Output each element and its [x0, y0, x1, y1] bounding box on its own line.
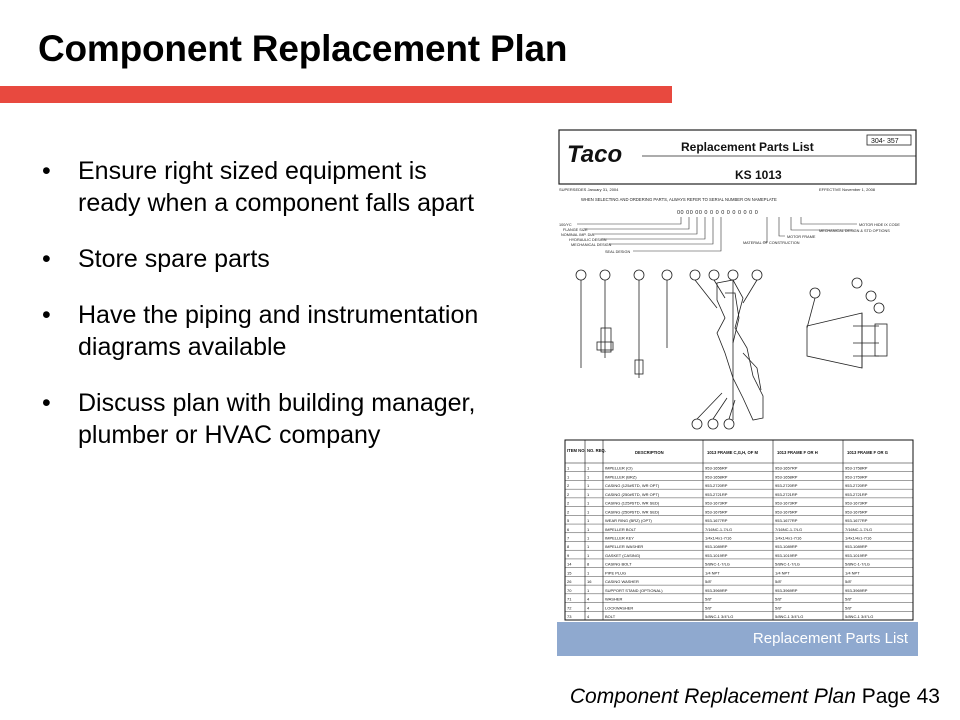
table-cell: 953-3969RP [775, 587, 798, 593]
table-cell: 953-1677RP [775, 518, 798, 524]
doc-code: 304- 357 [871, 138, 899, 145]
table-cell: 7/16NC-1-7/LG [775, 526, 803, 532]
parts-list-image [557, 128, 918, 656]
bullet-text: Store spare parts [78, 245, 270, 273]
table-header: 1013 FRAME F OR H [777, 450, 818, 455]
table-cell: 1 [587, 465, 590, 471]
title-accent-bar [0, 86, 672, 103]
table-cell: 1 [587, 483, 590, 489]
table-cell: 4 [587, 605, 590, 611]
table-cell: 953-1019RP [705, 552, 728, 558]
table-cell: 953-2721RP [705, 491, 728, 497]
table-cell: 953-1657RP [775, 465, 798, 471]
table-cell: 26 [567, 579, 572, 585]
table-cell: 5/8NC-1 3/4"LG [845, 614, 874, 619]
table-cell: 15 [567, 570, 572, 576]
table-header: DESCRIPTION [635, 450, 664, 455]
footer-page-number: Page 43 [861, 685, 940, 708]
table-cell: 4 [587, 596, 590, 602]
table-cell: 7/16NC-1-7/LG [845, 526, 873, 532]
table-cell: PIPE PLUG [605, 570, 627, 576]
table-cell: 6 [567, 526, 570, 532]
bullet-text: Discuss plan with building manager, plumber or HVAC company [78, 389, 476, 449]
table-cell: 8 [567, 544, 570, 550]
table-cell: 953-3969RP [845, 587, 868, 593]
parts-list-heading: Replacement Parts List [681, 140, 814, 154]
table-cell: 1 [587, 587, 590, 593]
table-header: ITEM NO. [567, 448, 586, 453]
table-cell: BOLT [605, 614, 616, 619]
table-cell: 5/8" [845, 579, 852, 585]
table-cell: 4 [587, 614, 590, 619]
serial-pattern: 00 00 00 0 0 0 0 0 0 0 0 0 0 [677, 210, 759, 216]
table-cell: CASING (125#STD, WR SED) [605, 500, 660, 506]
bullet-list [40, 155, 480, 475]
table-cell: 5/8" [705, 579, 712, 585]
table-header: NO. REQ. [587, 448, 606, 453]
table-cell: 73 [567, 614, 572, 619]
table-cell: 2 [567, 509, 570, 515]
model-number: KS 1013 [735, 168, 782, 182]
table-cell: 953-1676RP [705, 509, 728, 515]
table-cell: 953-1673RP [705, 500, 728, 506]
table-cell: WASHER [605, 596, 623, 602]
table-cell: 1 [587, 518, 590, 524]
table-cell: 9 [567, 552, 570, 558]
table-cell: 953-1019RP [845, 552, 868, 558]
table-cell: 1 [587, 544, 590, 550]
table-cell: IMPELLER (BRZ) [605, 474, 637, 480]
bullet-item [40, 299, 480, 363]
superseded-date: SUPERSEDES January 31, 2004 [559, 187, 619, 192]
table-cell: 1/4 NPT [845, 570, 860, 576]
table-cell: 5/8NC-1-7/LG [775, 561, 800, 567]
effective-date: EFFECTIVE November 1, 2008 [819, 187, 876, 192]
table-cell: 953-2720RP [705, 483, 728, 489]
callout-left: SEAL DESIGN [605, 250, 631, 254]
table-cell: 2 [567, 500, 570, 506]
callout-left: NOMINAL IMP. DIA. [561, 233, 595, 237]
table-cell: 953-1759RP [845, 474, 868, 480]
serial-callout-lines [577, 217, 857, 251]
table-cell: 1 [567, 474, 570, 480]
table-cell: 1 [587, 526, 590, 532]
table-cell: 5 [567, 518, 570, 524]
table-cell: 953-1676RP [845, 509, 868, 515]
table-cell: IMPELLER WASHER [605, 544, 644, 550]
table-cell: 953-1089RP [705, 544, 728, 550]
table-cell: 953-1758RP [845, 465, 868, 471]
table-cell: 953-1677RP [705, 518, 728, 524]
bullet-icon: • [42, 389, 51, 417]
callout-left: 100/YC [559, 223, 572, 227]
table-cell: 5/8" [845, 596, 852, 602]
table-cell: 953-1656RP [705, 465, 728, 471]
table-cell: 5/8" [845, 605, 852, 611]
table-cell: 1/4 NPT [705, 570, 720, 576]
table-cell: 72 [567, 605, 572, 611]
table-cell: 1/4x1/4x1-7/16 [775, 535, 802, 541]
table-cell: 953-1658RP [775, 474, 798, 480]
table-cell: 953-1676RP [775, 509, 798, 515]
table-cell: 5/8NC-1-7/LG [845, 561, 870, 567]
table-cell: 1 [587, 491, 590, 497]
table-cell: 5/8" [705, 605, 712, 611]
parts-table [565, 440, 913, 620]
table-cell: GASKET (CASING) [605, 552, 641, 558]
bullet-item [40, 243, 480, 275]
table-cell: IMPELLER (CI) [605, 465, 633, 471]
table-cell: 71 [567, 596, 572, 602]
table-cell: 953-2721RP [845, 491, 868, 497]
table-cell: IMPELLER KEY [605, 535, 634, 541]
table-cell: CASING BOLT [605, 561, 632, 567]
table-cell: 1 [587, 509, 590, 515]
table-cell: 953-1019RP [775, 552, 798, 558]
table-cell: 1/4x1/4x1-7/16 [705, 535, 732, 541]
table-cell: 14 [567, 561, 572, 567]
table-cell: WEAR RING (BRZ) (OPT) [605, 518, 652, 524]
table-header: 1013 FRAME C,G,H, OF M [707, 450, 758, 455]
table-cell: LOCKWASHER [605, 605, 634, 611]
table-cell: 1 [587, 552, 590, 558]
footer-document-name: Component Replacement Plan [569, 685, 856, 708]
table-cell: SUPPORT STAND (OPTIONAL) [605, 587, 663, 593]
table-cell: 70 [567, 587, 572, 593]
table-cell: 953-3969RP [705, 587, 728, 593]
table-cell: IMPELLER BOLT [605, 526, 637, 532]
callout-left: HYDRAULIC DESIGN [569, 238, 607, 242]
slide-title: Component Replacement Plan [38, 28, 568, 69]
table-cell: 7 [567, 535, 570, 541]
table-cell: 1 [587, 535, 590, 541]
callout-right: MATERIAL OF CONSTRUCTION [743, 241, 800, 245]
table-cell: 8 [587, 561, 590, 567]
figure-caption: Replacement Parts List [557, 622, 918, 656]
table-cell: 953-1089RP [845, 544, 868, 550]
ordering-instruction: WHEN SELECTING AND ORDERING PARTS, ALWAYS REFER TO SERIAL NUMBER ON NAMEPLATE [581, 197, 777, 202]
table-cell: 5/8" [705, 596, 712, 602]
table-cell: CASING (250#STD, WR OPT) [605, 491, 660, 497]
bullet-icon: • [42, 301, 51, 329]
table-cell: 953-2720RP [845, 483, 868, 489]
table-cell: 953-1673RP [845, 500, 868, 506]
table-cell: 7/16NC-1-7/LG [705, 526, 733, 532]
callout-right: MECHANICAL DESIGN & STD OPTIONS [819, 229, 890, 233]
table-cell: 1 [587, 570, 590, 576]
bullet-icon: • [42, 157, 51, 185]
table-cell: 2 [567, 483, 570, 489]
table-cell: 5/8" [775, 596, 782, 602]
table-cell: 1 [587, 500, 590, 506]
table-cell: 953-1673RP [775, 500, 798, 506]
replacement-parts-figure [557, 128, 918, 656]
table-cell: CASING (125#STD, WR OPT) [605, 483, 660, 489]
table-cell: 2 [567, 491, 570, 497]
page-footer [570, 685, 940, 709]
table-cell: 953-1658RP [705, 474, 728, 480]
callout-left: FLANGE SIZE [563, 228, 588, 232]
bullet-icon: • [42, 245, 51, 273]
table-cell: CASING WASHER [605, 579, 639, 585]
bullet-text: Ensure right sized equipment is ready when a component falls apart [78, 157, 475, 217]
table-cell: 5/8" [775, 579, 782, 585]
bullet-text: Have the piping and instrumentation diagrams available [78, 301, 479, 361]
table-cell: 5/8NC-1-7/LG [705, 561, 730, 567]
table-cell: 953-1089RP [775, 544, 798, 550]
bullet-item [40, 155, 480, 219]
bullet-item [40, 387, 480, 451]
taco-logo: Taco [567, 141, 623, 168]
table-cell: 953-1677RP [845, 518, 868, 524]
table-cell: 5/8NC-1 3/4"LG [775, 614, 804, 619]
table-header: 1013 FRAME F OR G [847, 450, 888, 455]
table-cell: 5/8NC-1 3/4"LG [705, 614, 734, 619]
table-cell: 953-2721RP [775, 491, 798, 497]
exploded-pump-drawing [576, 270, 887, 429]
callout-left: MECHANICAL DESIGN [571, 243, 612, 247]
table-cell: 1/4x1/4x1-7/16 [845, 535, 872, 541]
table-cell: 5/8" [775, 605, 782, 611]
table-cell: CASING (250#STD, WR SED) [605, 509, 660, 515]
table-cell: 16 [587, 579, 592, 585]
table-cell: 1 [567, 465, 570, 471]
table-cell: 1/4 NPT [775, 570, 790, 576]
callout-right: MOTOR HIDE IX CODE [859, 223, 900, 227]
table-cell: 953-2720RP [775, 483, 798, 489]
callout-right: MOTOR FRAME [787, 235, 816, 239]
table-cell: 1 [587, 474, 590, 480]
